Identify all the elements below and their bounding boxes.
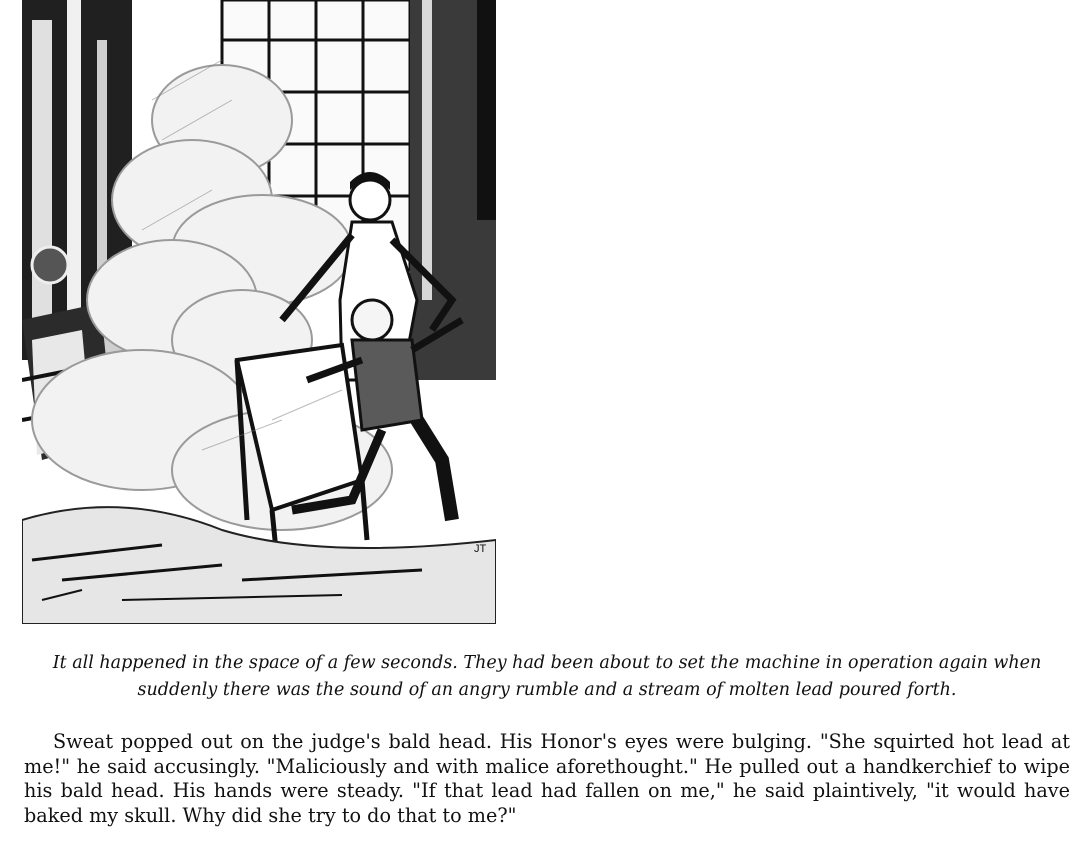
illustration-drawing <box>22 0 496 624</box>
story-illustration <box>22 0 496 624</box>
story-paragraph: Sweat popped out on the judge's bald head. His Honor's eyes were bulging. "She squirted hot lead at me!" he said accusingly. "Maliciously and with malice aforethought." He pulled out a handkerchief to wipe his bald head. His hands were steady. "If that lead had fallen on me," he said plaintively, "it would have baked my skull. Why did she try to do that to me?" <box>24 730 1070 827</box>
artist-signature: JT <box>474 543 487 555</box>
illustration-caption: It all happened in the space of a few seconds. They had been about to set the machine in operation again when suddenly there was the sound of an angry rumble and a stream of molten lead poured forth. <box>52 653 1042 700</box>
